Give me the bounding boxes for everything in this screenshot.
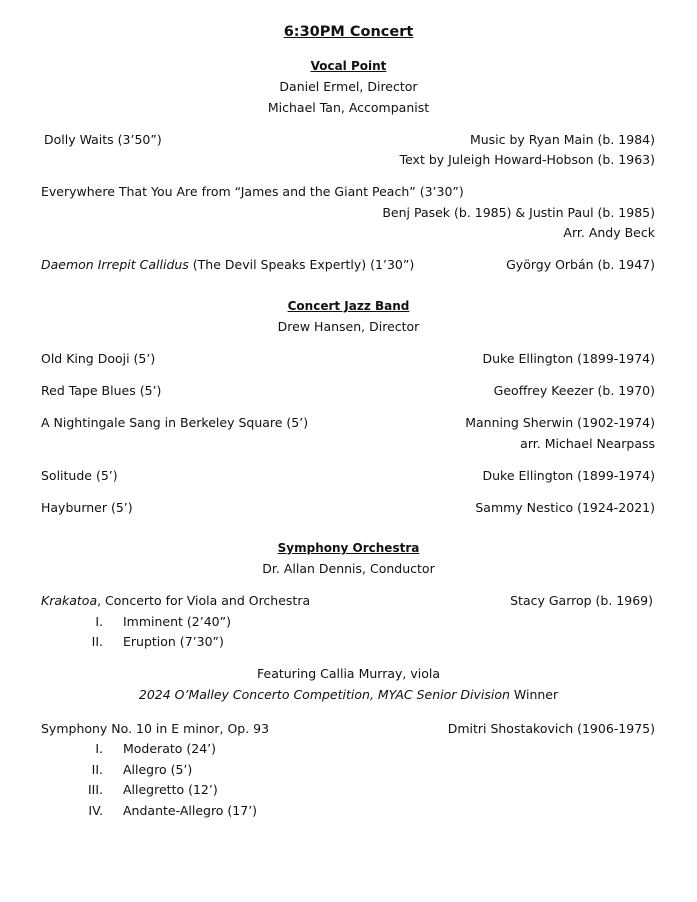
piece-title xyxy=(41,593,310,608)
piece-title: A Nightingale Sang in Berkeley Square (5’) xyxy=(41,415,309,430)
competition-award-italic: 2024 O’Malley Concerto Competition, MYAC Senior Division xyxy=(138,687,510,702)
featuring-soloist: Featuring Callia Murray, viola xyxy=(257,666,440,681)
section-heading-vocal-point: Vocal Point xyxy=(310,59,387,73)
piece-composer: Manning Sherwin (1902-1974) xyxy=(465,415,655,430)
piece-title: Red Tape Blues (5’) xyxy=(41,383,162,398)
piece-title-italic: Krakatoa xyxy=(41,593,98,608)
jazz-band-director: Drew Hansen, Director xyxy=(277,319,420,334)
movement-name: Eruption (7’30”) xyxy=(123,634,224,649)
vocal-point-director: Daniel Ermel, Director xyxy=(279,79,418,94)
piece-composer: Duke Ellington (1899-1974) xyxy=(482,351,655,366)
piece-title-rest: , Concerto for Viola and Orchestra xyxy=(97,593,311,608)
page-title: 6:30PM Concert xyxy=(283,24,414,40)
movement-name: Andante-Allegro (17’) xyxy=(123,803,258,818)
piece-arranger: Arr. Andy Beck xyxy=(563,225,655,240)
piece-title: Old King Dooji (5’) xyxy=(41,351,156,366)
piece-composer: Geoffrey Keezer (b. 1970) xyxy=(493,383,655,398)
piece-title: Dolly Waits (3’50”) xyxy=(44,132,162,147)
piece-title-italic: Daemon Irrepit Callidus xyxy=(41,257,189,272)
piece-composer: Sammy Nestico (1924-2021) xyxy=(475,500,655,515)
piece-title: Solitude (5’) xyxy=(41,468,118,483)
orchestra-conductor: Dr. Allan Dennis, Conductor xyxy=(262,561,435,576)
piece-composer: Music by Ryan Main (b. 1984) xyxy=(469,132,655,147)
piece-arranger: arr. Michael Nearpass xyxy=(520,436,655,451)
competition-award xyxy=(0,687,697,702)
section-heading-jazz-band: Concert Jazz Band xyxy=(287,299,410,313)
movement-name: Allegro (5’) xyxy=(123,762,193,777)
piece-composer: Duke Ellington (1899-1974) xyxy=(482,468,655,483)
piece-title xyxy=(41,257,414,272)
piece-composer: Benj Pasek (b. 1985) & Justin Paul (b. 1985) xyxy=(382,205,655,220)
section-heading-orchestra: Symphony Orchestra xyxy=(277,541,420,555)
piece-title: Hayburner (5’) xyxy=(41,500,133,515)
vocal-point-accompanist: Michael Tan, Accompanist xyxy=(267,100,430,115)
movement-number: III. xyxy=(87,782,103,797)
competition-award-rest: Winner xyxy=(509,687,559,702)
piece-title: Symphony No. 10 in E minor, Op. 93 xyxy=(41,721,270,736)
piece-composer: György Orbán (b. 1947) xyxy=(506,257,655,272)
movement-number: I. xyxy=(95,614,103,629)
piece-composer: Dmitri Shostakovich (1906-1975) xyxy=(447,721,655,736)
movement-number: I. xyxy=(95,741,103,756)
piece-title-rest: (The Devil Speaks Expertly) (1’30”) xyxy=(188,257,415,272)
piece-title: Everywhere That You Are from “James and the Giant Peach” (3’30”) xyxy=(41,184,464,199)
movement-number: II. xyxy=(91,634,103,649)
movement-name: Imminent (2’40”) xyxy=(123,614,231,629)
piece-composer: Stacy Garrop (b. 1969) xyxy=(510,593,653,608)
movement-name: Allegretto (12’) xyxy=(123,782,218,797)
movement-name: Moderato (24’) xyxy=(123,741,217,756)
movement-number: II. xyxy=(91,762,103,777)
movement-number: IV. xyxy=(88,803,103,818)
piece-lyricist: Text by Juleigh Howard-Hobson (b. 1963) xyxy=(399,152,655,167)
